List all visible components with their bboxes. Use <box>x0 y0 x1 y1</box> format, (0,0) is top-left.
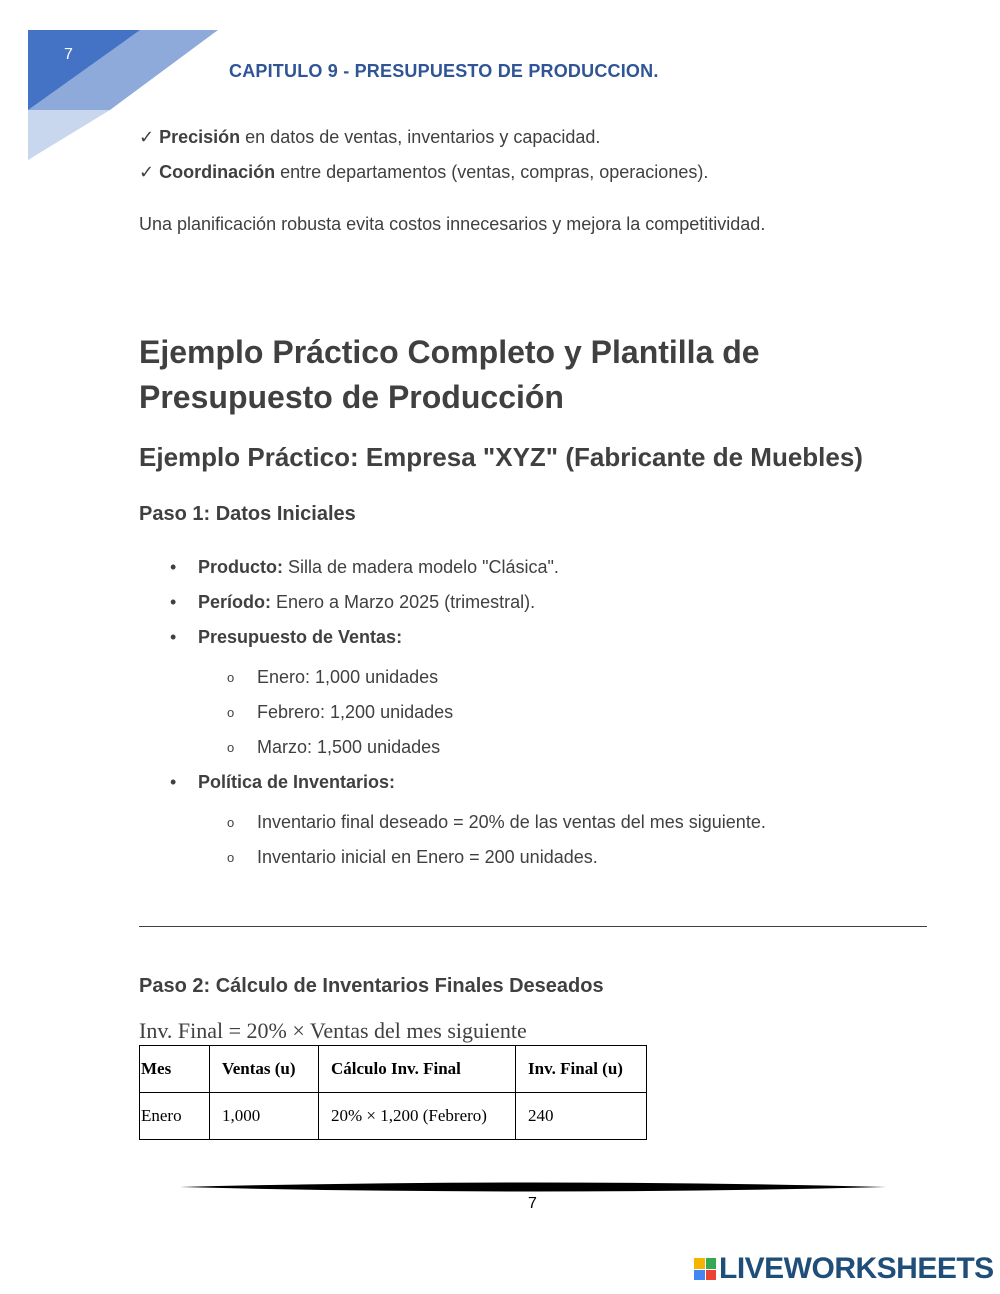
header-page-number: 7 <box>64 46 73 63</box>
inventory-table <box>139 1045 647 1140</box>
liveworksheets-logo <box>694 1252 994 1286</box>
checklist-text: en datos de ventas, inventarios y capacidad. <box>240 127 601 147</box>
step1-title: Paso 1: Datos Iniciales <box>139 503 356 525</box>
footer-page-number: 7 <box>528 1195 537 1212</box>
bullet-text: Silla de madera modelo "Clásica". <box>283 557 559 577</box>
table-cell: 1,000 <box>210 1093 319 1140</box>
sub-item-marzo: o Marzo: 1,500 unidades <box>257 737 440 758</box>
main-heading: Ejemplo Práctico Completo y Plantilla de Presupuesto de Producción <box>139 334 760 415</box>
formula: Inv. Final = 20% × Ventas del mes siguiente <box>139 1018 527 1043</box>
checklist-label: Precisión <box>159 127 241 147</box>
table-cell: Enero <box>140 1093 210 1140</box>
bullet-producto <box>198 557 559 578</box>
bullet-label: Política de Inventarios: <box>198 772 396 792</box>
table-row <box>140 1093 647 1140</box>
bullet-label: Período: <box>198 592 272 612</box>
bullet-text: Enero a Marzo 2025 (trimestral). <box>271 592 536 612</box>
table-header: Cálculo Inv. Final <box>319 1046 516 1093</box>
liveworksheets-mark-icon <box>694 1258 716 1280</box>
example-heading: Ejemplo Práctico: Empresa "XYZ" (Fabricante de Muebles) <box>139 442 863 472</box>
checklist-text: entre departamentos (ventas, compras, operaciones). <box>275 162 709 182</box>
sub-item-inventario-final: o Inventario final deseado = 20% de las ventas del mes siguiente. <box>257 812 766 833</box>
bullet-politica-inventarios <box>198 772 395 793</box>
step2-title: Paso 2: Cálculo de Inventarios Finales Deseados <box>139 975 604 997</box>
checklist-item-precision <box>139 127 600 148</box>
bullet-label: Presupuesto de Ventas: <box>198 627 403 647</box>
check-icon: ✓ <box>139 127 155 147</box>
check-icon: ✓ <box>139 162 155 182</box>
summary-paragraph: Una planificación robusta evita costos innecesarios y mejora la competitividad. <box>139 214 766 234</box>
table-header-row <box>140 1046 647 1093</box>
checklist-item-coordination <box>139 162 708 183</box>
sub-item-inventario-inicial: o Inventario inicial en Enero = 200 unidades. <box>257 847 598 868</box>
bullet-label: Producto: <box>198 557 283 577</box>
table-cell: 240 <box>516 1093 647 1140</box>
table-cell: 20% × 1,200 (Febrero) <box>319 1093 516 1140</box>
brand-name: LIVEWORKSHEETS <box>719 1252 994 1285</box>
table-header: Inv. Final (u) <box>516 1046 647 1093</box>
horizontal-divider <box>139 926 927 927</box>
chapter-title: CAPITULO 9 - PRESUPUESTO DE PRODUCCION. <box>229 61 659 81</box>
table-header: Ventas (u) <box>210 1046 319 1093</box>
sub-item-enero: o Enero: 1,000 unidades <box>257 667 438 688</box>
bullet-presupuesto-ventas <box>198 627 402 648</box>
sub-item-febrero: o Febrero: 1,200 unidades <box>257 702 453 723</box>
footer-divider <box>180 1180 886 1194</box>
bullet-periodo <box>198 592 535 613</box>
checklist-label: Coordinación <box>159 162 276 182</box>
table-header: Mes <box>140 1046 210 1093</box>
